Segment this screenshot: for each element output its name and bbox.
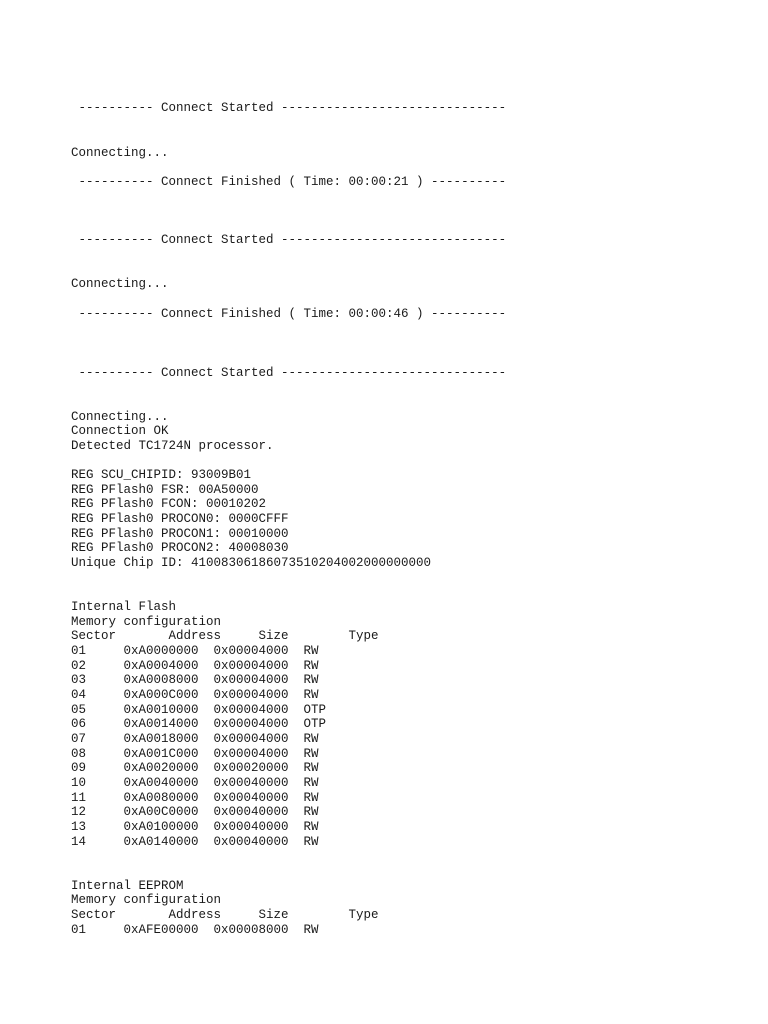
register-line: REG PFlash0 FCON: 00010202 — [71, 497, 267, 511]
table-row: 13 0xA0100000 0x00040000 RW — [71, 820, 319, 834]
connecting-line: Connecting... — [71, 146, 169, 160]
register-line: REG SCU_CHIPID: 93009B01 — [71, 468, 252, 482]
connect-finished-line: ---------- Connect Finished ( Time: 00:00:21 ) ---------- — [71, 175, 507, 189]
unique-chip-id-line: Unique Chip ID: 41008306186073510204002000000000 — [71, 556, 432, 570]
connect-started-line: ---------- Connect Started ------------------------------ — [71, 233, 507, 247]
table-row: 08 0xA001C000 0x00004000 RW — [71, 747, 319, 761]
register-line: REG PFlash0 PROCON1: 00010000 — [71, 527, 289, 541]
table-row: 02 0xA0004000 0x00004000 RW — [71, 659, 319, 673]
register-line: REG PFlash0 PROCON2: 40008030 — [71, 541, 289, 555]
register-line: REG PFlash0 FSR: 00A50000 — [71, 483, 259, 497]
table-row: 09 0xA0020000 0x00020000 RW — [71, 761, 319, 775]
table-row: 11 0xA0080000 0x00040000 RW — [71, 791, 319, 805]
section-title: Internal EEPROM — [71, 879, 184, 893]
connect-finished-line: ---------- Connect Finished ( Time: 00:00:46 ) ---------- — [71, 307, 507, 321]
table-row: 14 0xA0140000 0x00040000 RW — [71, 835, 319, 849]
connection-ok-line: Connection OK — [71, 424, 169, 438]
section-subtitle: Memory configuration — [71, 615, 222, 629]
table-row: 07 0xA0018000 0x00004000 RW — [71, 732, 319, 746]
connecting-line: Connecting... — [71, 277, 169, 291]
table-row: 04 0xA000C000 0x00004000 RW — [71, 688, 319, 702]
section-title: Internal Flash — [71, 600, 177, 614]
table-row: 01 0xA0000000 0x00004000 RW — [71, 644, 319, 658]
detected-processor-line: Detected TC1724N processor. — [71, 439, 274, 453]
table-row: 05 0xA0010000 0x00004000 OTP — [71, 703, 327, 717]
register-line: REG PFlash0 PROCON0: 0000CFFF — [71, 512, 289, 526]
section-subtitle: Memory configuration — [71, 893, 222, 907]
table-header: Sector Address Size Type — [71, 908, 379, 922]
table-row: 03 0xA0008000 0x00004000 RW — [71, 673, 319, 687]
table-row: 12 0xA00C0000 0x00040000 RW — [71, 805, 319, 819]
connect-started-line: ---------- Connect Started ------------------------------ — [71, 101, 507, 115]
table-row: 10 0xA0040000 0x00040000 RW — [71, 776, 319, 790]
table-row: 01 0xAFE00000 0x00008000 RW — [71, 923, 319, 937]
table-row: 06 0xA0014000 0x00004000 OTP — [71, 717, 327, 731]
table-header: Sector Address Size Type — [71, 629, 379, 643]
log-document — [71, 0, 768, 1024]
connecting-line: Connecting... — [71, 410, 169, 424]
connect-started-line: ---------- Connect Started ------------------------------ — [71, 366, 507, 380]
